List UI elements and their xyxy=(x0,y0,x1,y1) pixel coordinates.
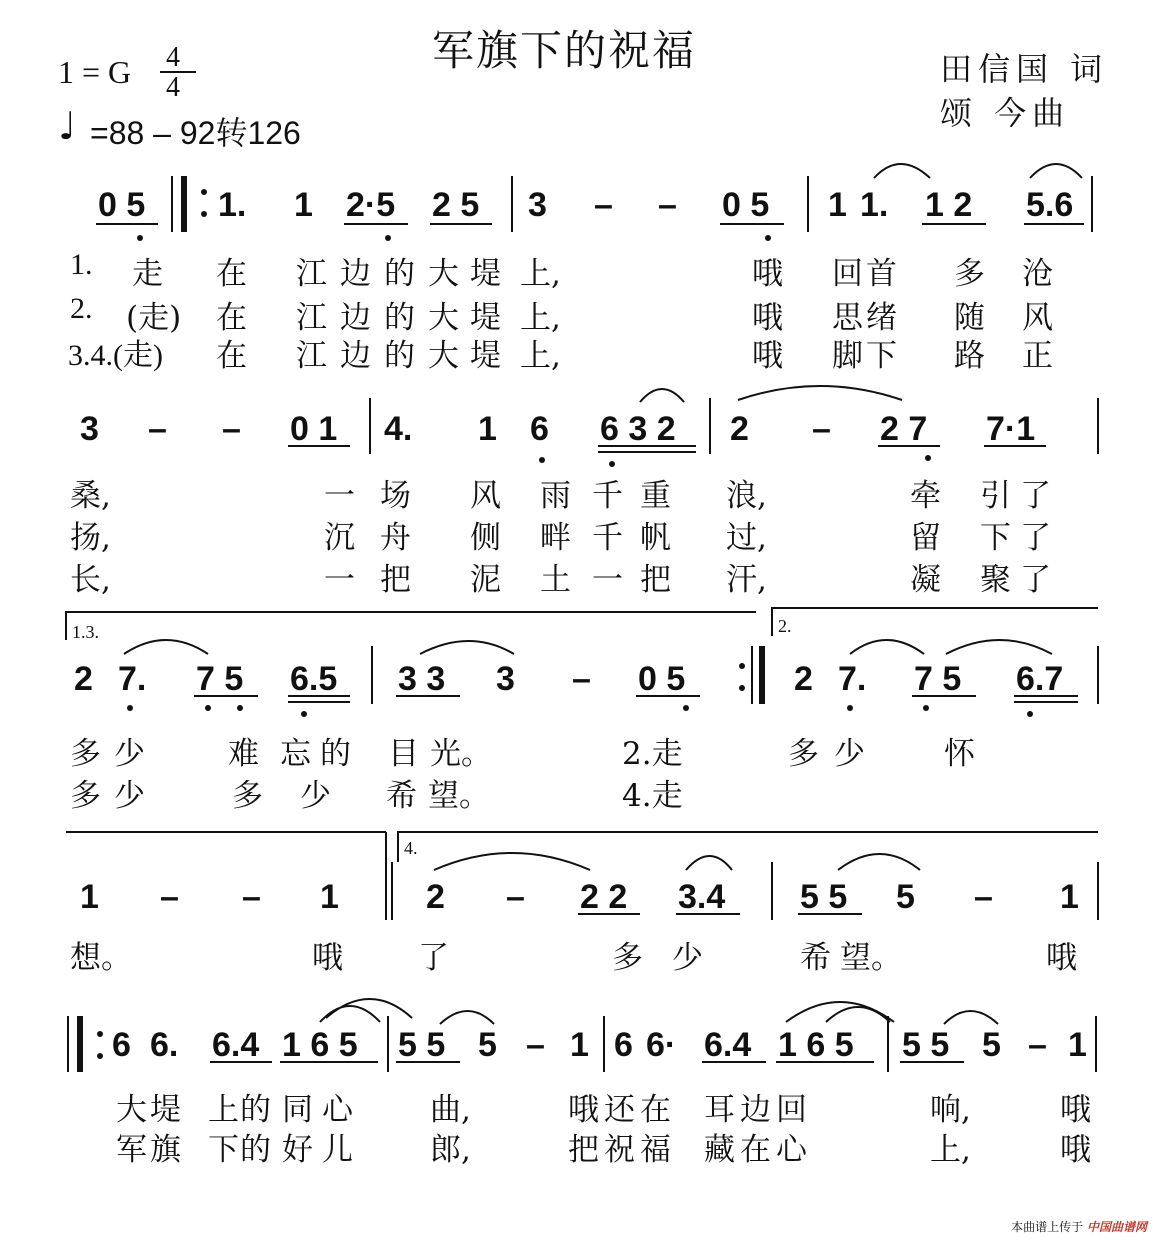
note: 7. xyxy=(118,660,147,698)
lyric: 目 xyxy=(388,736,419,772)
note: 1 xyxy=(478,410,497,448)
note: – xyxy=(242,878,261,916)
volta-label: 4. xyxy=(404,838,418,858)
note: – xyxy=(1028,1026,1047,1064)
repeat-dot xyxy=(201,189,207,195)
octave-dot xyxy=(137,235,143,241)
note: 5 5 xyxy=(800,878,848,916)
repeat-dot xyxy=(739,685,745,691)
lyricist-credit: 田信国 词 xyxy=(940,50,1109,88)
lyric: 一 xyxy=(324,562,355,598)
tie xyxy=(686,856,732,870)
lyric: 的 xyxy=(240,1132,271,1168)
lyric: 浪, xyxy=(726,478,767,514)
octave-dot xyxy=(923,705,929,711)
volta-label: 2. xyxy=(778,616,792,636)
note: 1 xyxy=(570,1026,589,1064)
lyric: 一 xyxy=(592,562,623,598)
tie xyxy=(326,999,412,1018)
lyric: 上, xyxy=(520,338,561,374)
lyric: 望。 xyxy=(428,778,490,814)
lyric: 的 xyxy=(320,736,351,772)
lyric: 江 xyxy=(296,300,327,336)
lyric: 藏 xyxy=(704,1132,735,1168)
lyric: 脚 xyxy=(832,338,863,374)
lyric: (走) xyxy=(126,300,182,336)
lyric: 哦 xyxy=(312,940,343,976)
lyric: 千 xyxy=(592,520,623,556)
lyric: 军 xyxy=(116,1132,147,1168)
lyric: 哦 xyxy=(752,338,783,374)
lyric: 上, xyxy=(520,256,561,292)
note: 0 5 xyxy=(98,186,146,224)
lyric: 堤 xyxy=(470,256,501,292)
note: 5 xyxy=(982,1026,1001,1064)
note: 2·5 xyxy=(346,186,396,224)
lyric: 把 xyxy=(640,562,671,598)
lyric: 帆 xyxy=(640,520,671,556)
lyric: 边 xyxy=(340,256,371,292)
octave-dot xyxy=(237,705,243,711)
lyric: 风 xyxy=(1022,300,1053,336)
lyric: 少 xyxy=(114,778,145,814)
octave-dot xyxy=(925,455,931,461)
site-logo[interactable]: 中国曲谱网 xyxy=(1086,1220,1147,1234)
note: 6 xyxy=(112,1026,131,1064)
note: 6· xyxy=(646,1026,677,1064)
octave-dot xyxy=(765,235,771,241)
lyric: 江 xyxy=(296,338,327,374)
note: 5 5 xyxy=(398,1026,446,1064)
time-signature-top: 4 xyxy=(166,42,180,73)
lyric: 畔 xyxy=(540,520,571,556)
lyric: 少 xyxy=(114,736,145,772)
lyric: 过, xyxy=(726,520,767,556)
note: 1 xyxy=(828,186,847,224)
tie xyxy=(640,389,684,402)
note: 6.5 xyxy=(290,660,338,698)
lyric: 扬, xyxy=(70,520,111,556)
note: 2 5 xyxy=(432,186,480,224)
lyric: 思 xyxy=(832,300,863,336)
note: – xyxy=(160,878,179,916)
lyric: 聚 xyxy=(980,562,1011,598)
note: 2 xyxy=(426,878,445,916)
note: 7 5 xyxy=(196,660,244,698)
note: 1 xyxy=(320,878,339,916)
lyric: 重 xyxy=(640,478,671,514)
lyric: 少 xyxy=(834,736,865,772)
lyric: 的 xyxy=(384,300,415,336)
composer-credit: 颂 今曲 xyxy=(940,94,1071,132)
lyric: 哦 xyxy=(1060,1132,1091,1168)
note: 3 xyxy=(496,660,515,698)
tie xyxy=(124,640,208,654)
note: 1. xyxy=(860,186,889,224)
lyric: 引 xyxy=(980,478,1011,514)
lyric: 多 xyxy=(70,736,101,772)
lyric: 土 xyxy=(540,562,571,598)
note: – xyxy=(506,878,525,916)
volta-bracket xyxy=(66,612,756,640)
lyric: 回 xyxy=(832,256,863,292)
note: – xyxy=(594,186,613,224)
lyric: 侧 xyxy=(470,520,501,556)
lyric: 难 xyxy=(228,736,259,772)
lyric: 少 xyxy=(300,778,331,814)
lyric: 儿 xyxy=(322,1132,353,1168)
note: 1 6 5 xyxy=(282,1026,358,1064)
note: 2 xyxy=(74,660,93,698)
note: 1 6 5 xyxy=(778,1026,854,1064)
lyric: 2.走 xyxy=(622,736,683,772)
lyric: 汗, xyxy=(726,562,767,598)
note: 6 xyxy=(614,1026,633,1064)
lyric: 江 xyxy=(296,256,327,292)
repeat-dot xyxy=(97,1053,103,1059)
time-signature-bottom: 4 xyxy=(166,72,180,103)
note: 0 5 xyxy=(638,660,686,698)
note: – xyxy=(148,410,167,448)
volta-label: 1.3. xyxy=(72,622,99,642)
verse-label: 3.4.(走) xyxy=(68,339,163,372)
note: 7. xyxy=(838,660,867,698)
lyric: 把 xyxy=(380,562,411,598)
lyric: 了 xyxy=(1020,520,1051,556)
song-title: 军旗下的祝福 xyxy=(432,26,697,75)
lyric: 的 xyxy=(240,1092,271,1128)
tie xyxy=(440,1011,494,1024)
note: 3.4 xyxy=(678,878,726,916)
lyric: 了 xyxy=(1020,478,1051,514)
lyric: 心 xyxy=(322,1092,353,1128)
note: 6.7 xyxy=(1016,660,1064,698)
lyric: 响, xyxy=(930,1092,971,1128)
octave-dot xyxy=(385,235,391,241)
lyric: 旗 xyxy=(150,1132,181,1168)
lyric: 一 xyxy=(324,478,355,514)
note: 6 3 2 xyxy=(600,410,676,448)
lyric: 好 xyxy=(282,1132,313,1168)
note: 1 xyxy=(1060,878,1079,916)
repeat-dot xyxy=(97,1031,103,1037)
lyric: 把 xyxy=(568,1132,599,1168)
lyric: 了 xyxy=(418,940,449,976)
lyric: 哦 xyxy=(752,256,783,292)
tie xyxy=(1030,164,1082,178)
lyric: 边 xyxy=(340,300,371,336)
lyric: 怀 xyxy=(944,736,975,772)
lyric: 郎, xyxy=(430,1132,471,1168)
lyric: 泥 xyxy=(470,562,501,598)
note: 1 2 xyxy=(925,186,973,224)
lyric: 曲, xyxy=(430,1092,471,1128)
lyric: 场 xyxy=(380,478,411,514)
tie xyxy=(946,640,1052,654)
lyric: 风 xyxy=(470,478,501,514)
volta-bracket xyxy=(772,608,1098,636)
note: 5 xyxy=(478,1026,497,1064)
lyric: 长, xyxy=(70,562,111,598)
lyric: 4.走 xyxy=(622,778,683,814)
lyric: 多 xyxy=(954,256,985,292)
lyric: 上, xyxy=(520,300,561,336)
lyric: 桑, xyxy=(70,478,111,514)
lyric: 多 xyxy=(70,778,101,814)
note: – xyxy=(812,410,831,448)
lyric: 路 xyxy=(954,338,985,374)
lyric: 想。 xyxy=(70,940,132,976)
note: 2 7 xyxy=(880,410,928,448)
note: 7·1 xyxy=(986,410,1036,448)
lyric: 心 xyxy=(776,1132,807,1168)
tie xyxy=(874,164,930,178)
note: – xyxy=(222,410,241,448)
note: 4. xyxy=(384,410,413,448)
note: 5 5 xyxy=(902,1026,950,1064)
lyric: 在 xyxy=(216,256,247,292)
volta-bracket xyxy=(398,832,1098,862)
note: 5 xyxy=(896,878,915,916)
lyric: 哦 xyxy=(752,300,783,336)
note: 1 xyxy=(80,878,99,916)
lyric: 舟 xyxy=(380,520,411,556)
note: – xyxy=(974,878,993,916)
lyric: 在 xyxy=(740,1132,771,1168)
octave-dot xyxy=(609,461,615,467)
tie xyxy=(420,641,514,654)
lyric: 耳 xyxy=(704,1092,735,1128)
note: 3 xyxy=(80,410,99,448)
note: 2 xyxy=(730,410,749,448)
tie xyxy=(320,1006,380,1022)
note: 2 xyxy=(794,660,813,698)
lyric: 的 xyxy=(384,256,415,292)
note: 1 xyxy=(1068,1026,1087,1064)
note: 1 xyxy=(294,186,313,224)
octave-dot xyxy=(301,711,307,717)
verse-label: 1. xyxy=(70,248,93,281)
note: – xyxy=(572,660,591,698)
lyric: 祝 xyxy=(604,1132,635,1168)
lyric: 望。 xyxy=(840,940,902,976)
lyric: 哦 xyxy=(568,1092,599,1128)
octave-dot xyxy=(127,705,133,711)
note: 1. xyxy=(218,186,247,224)
lyric: 在 xyxy=(640,1092,671,1128)
tie xyxy=(850,640,924,654)
key-signature: 1 = G xyxy=(58,54,132,90)
lyric: 边 xyxy=(340,338,371,374)
octave-dot xyxy=(539,457,545,463)
tie xyxy=(826,1007,890,1022)
note: 3 3 xyxy=(398,660,446,698)
tie xyxy=(434,853,590,870)
lyric: 凝 xyxy=(910,562,941,598)
lyric: 哦 xyxy=(1046,940,1077,976)
note: 6.4 xyxy=(212,1026,260,1064)
lyric: 正 xyxy=(1022,338,1053,374)
lyric: 希 xyxy=(386,778,417,814)
lyric: 在 xyxy=(216,338,247,374)
note: – xyxy=(658,186,677,224)
repeat-dot xyxy=(201,211,207,217)
lyric: 下 xyxy=(866,338,897,374)
lyric: 牵 xyxy=(910,478,941,514)
quarter-note-icon: ♩ xyxy=(58,104,76,148)
lyric: 堤 xyxy=(470,338,501,374)
lyric: 了 xyxy=(1020,562,1051,598)
note: 6. xyxy=(150,1026,179,1064)
lyric: 千 xyxy=(592,478,623,514)
note: 6 xyxy=(530,410,549,448)
note: 2 2 xyxy=(580,878,628,916)
lyric: 留 xyxy=(910,520,941,556)
lyric: 忘 xyxy=(280,736,311,772)
tie xyxy=(738,386,902,400)
lyric: 多 xyxy=(232,778,263,814)
lyric: 雨 xyxy=(540,478,571,514)
lyric: 少 xyxy=(672,940,703,976)
footer-text: 本曲谱上传于 xyxy=(1011,1220,1084,1234)
lyric: 下 xyxy=(980,520,1011,556)
lyric: 多 xyxy=(612,940,643,976)
verse-label: 2. xyxy=(70,292,93,325)
lyric: 堤 xyxy=(470,300,501,336)
lyric: 首 xyxy=(866,256,897,292)
tempo-marking: =88 – 92转126 xyxy=(90,115,301,151)
note: 3 xyxy=(528,186,547,224)
lyric: 沧 xyxy=(1022,256,1053,292)
lyric: 绪 xyxy=(866,300,897,336)
octave-dot xyxy=(205,705,211,711)
tie xyxy=(944,1011,998,1024)
lyric: 回 xyxy=(776,1092,807,1128)
octave-dot xyxy=(847,705,853,711)
note: – xyxy=(526,1026,545,1064)
lyric: 下 xyxy=(208,1132,239,1168)
lyric: 大 xyxy=(428,300,459,336)
note: 5.6 xyxy=(1026,186,1074,224)
lyric: 堤 xyxy=(150,1092,181,1128)
lyric: 大 xyxy=(428,338,459,374)
lyric: 在 xyxy=(216,300,247,336)
note: 0 1 xyxy=(290,410,338,448)
lyric: 边 xyxy=(740,1092,771,1128)
lyric: 走 xyxy=(132,256,163,292)
lyric: 的 xyxy=(384,338,415,374)
lyric: 还 xyxy=(604,1092,635,1128)
lyric: 随 xyxy=(954,300,985,336)
repeat-dot xyxy=(739,663,745,669)
note: 6.4 xyxy=(704,1026,752,1064)
lyric: 沉 xyxy=(324,520,355,556)
tie xyxy=(838,854,920,870)
octave-dot xyxy=(1027,711,1033,717)
lyric: 大 xyxy=(116,1092,147,1128)
lyric: 多 xyxy=(788,736,819,772)
lyric: 上, xyxy=(930,1132,971,1168)
lyric: 哦 xyxy=(1060,1092,1091,1128)
lyric: 希 xyxy=(800,940,831,976)
lyric: 光。 xyxy=(430,736,492,772)
lyric: 上 xyxy=(208,1092,239,1128)
note: 7 5 xyxy=(914,660,962,698)
octave-dot xyxy=(683,705,689,711)
note: 0 5 xyxy=(722,186,770,224)
lyric: 同 xyxy=(282,1092,313,1128)
lyric: 福 xyxy=(640,1132,671,1168)
lyric: 大 xyxy=(428,256,459,292)
